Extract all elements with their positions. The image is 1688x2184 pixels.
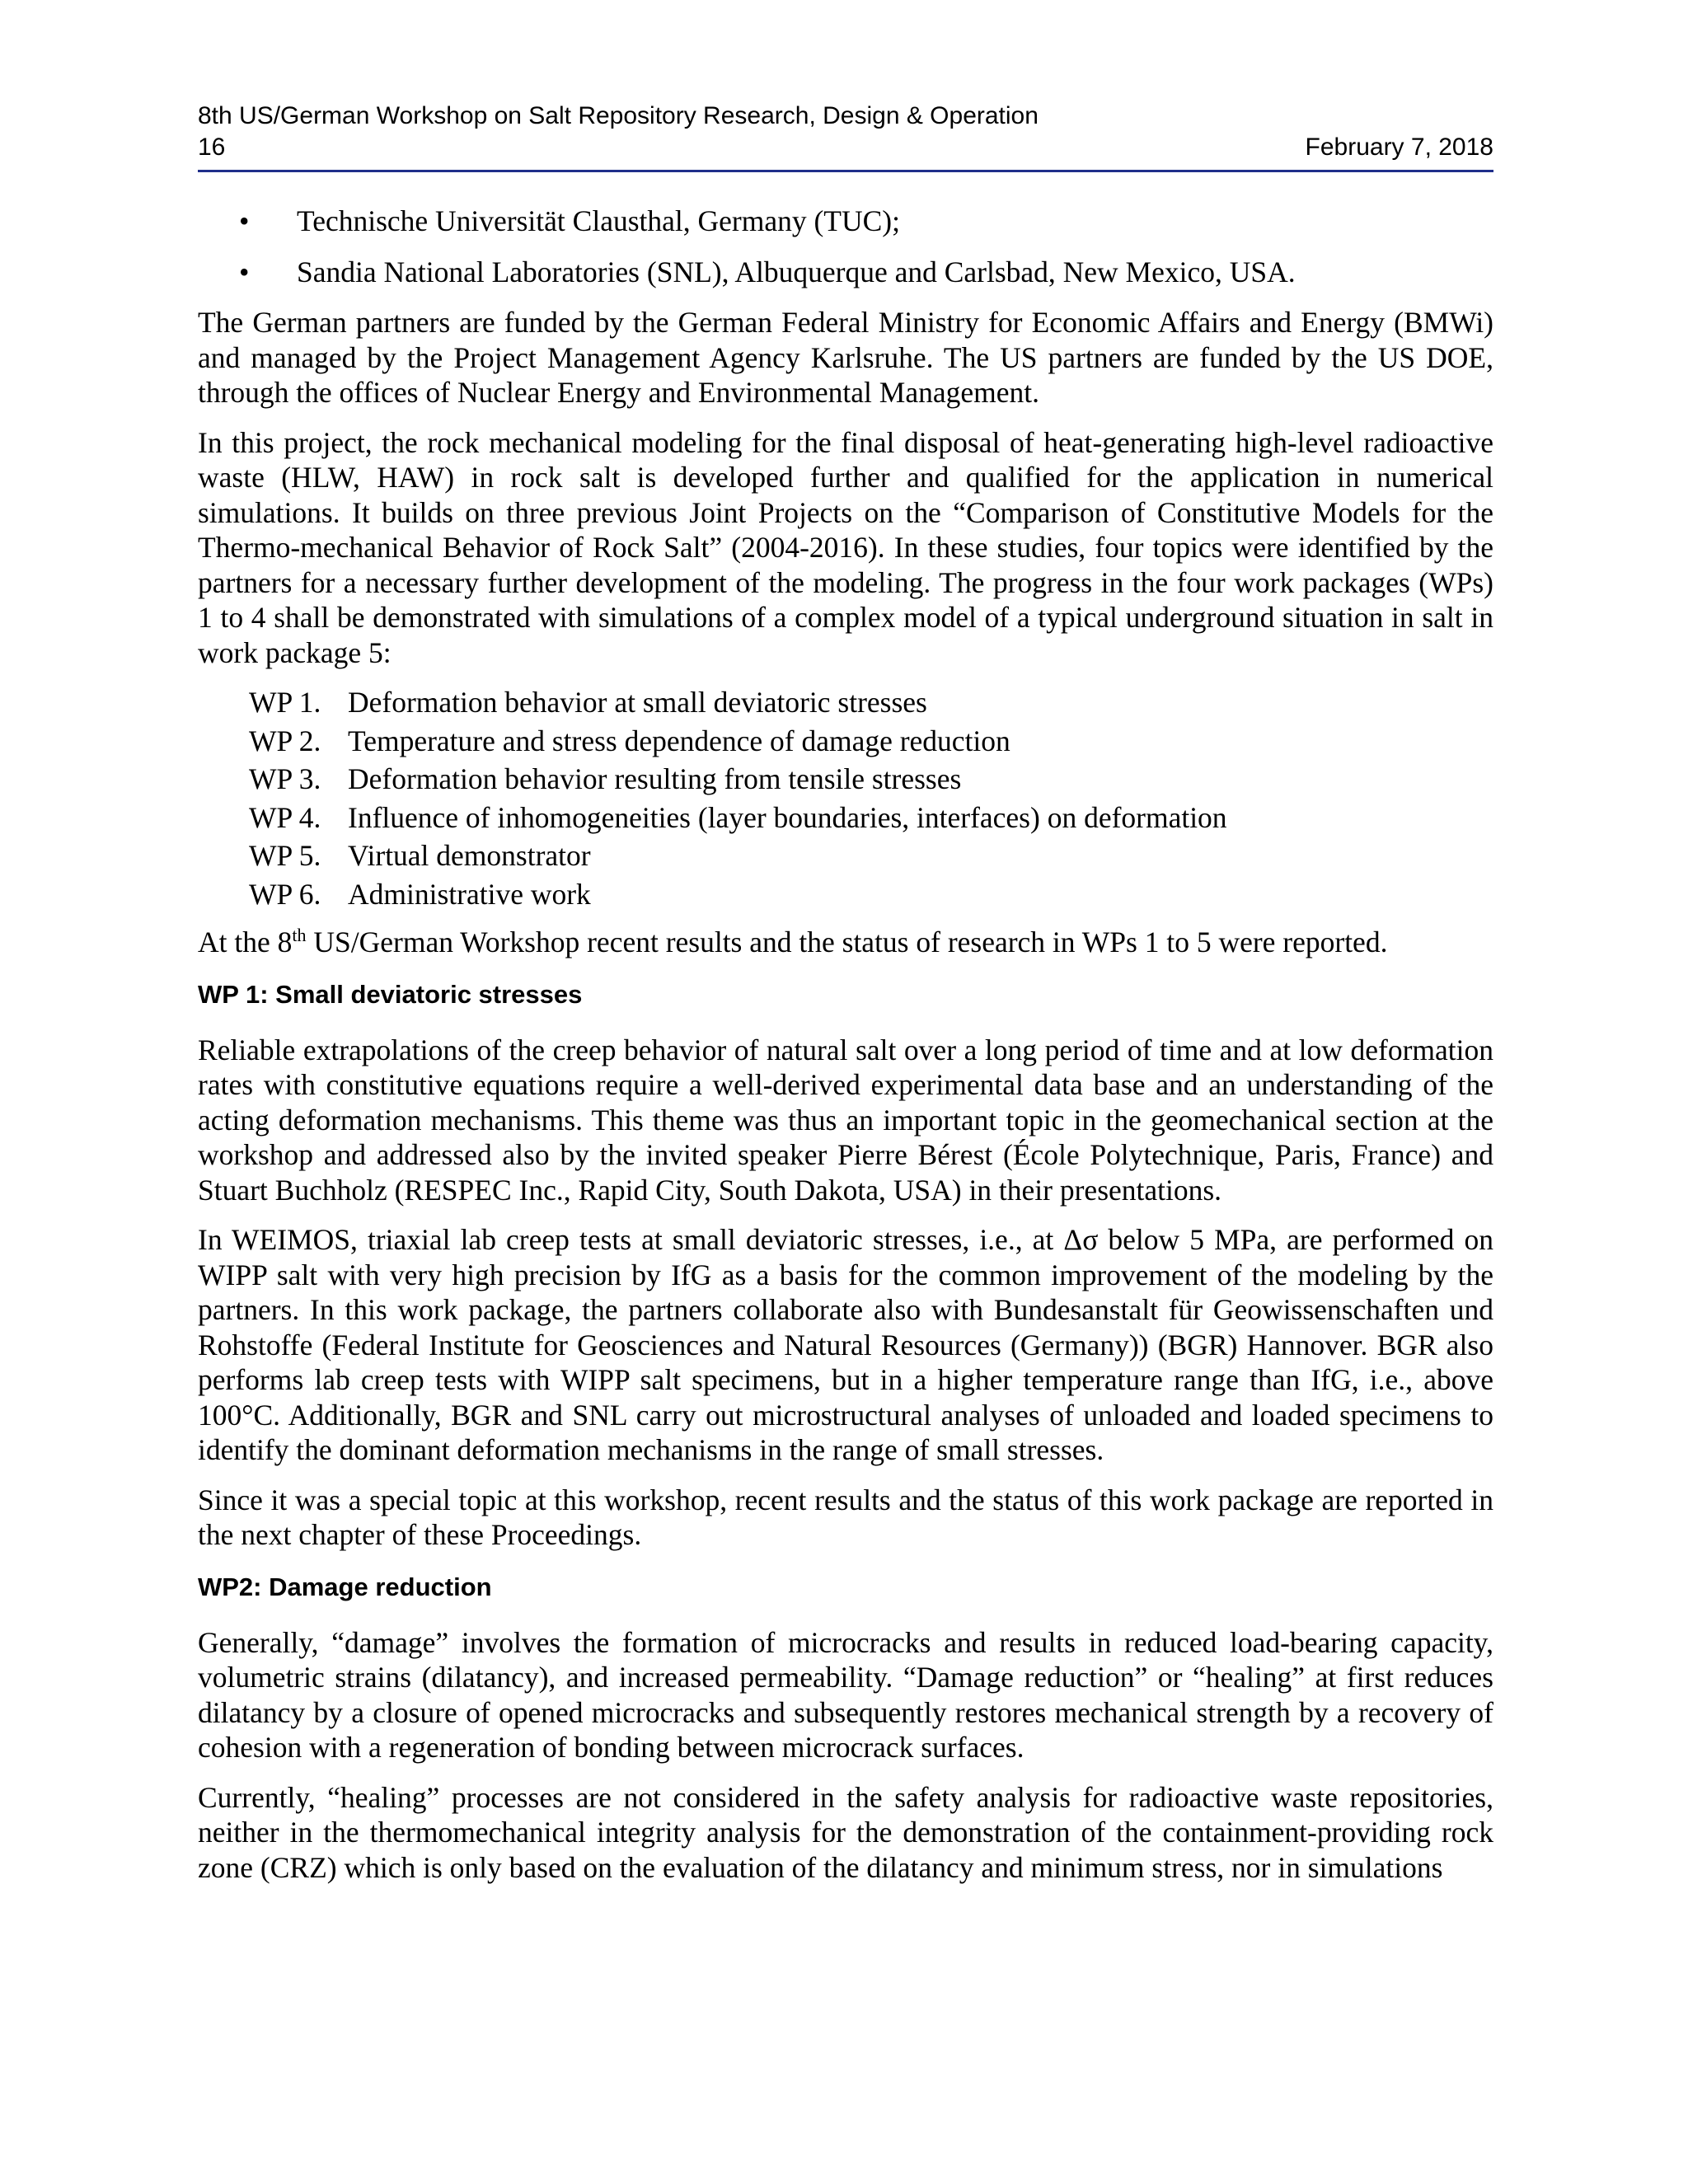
bullet-text: Technische Universität Clausthal, Germany (TUC); xyxy=(297,204,900,237)
work-package-title: Virtual demonstrator xyxy=(348,839,591,872)
funding-paragraph: The German partners are funded by the German Federal Ministry for Economic Affairs and Energy (BMWi) and managed by the Project Management Agency Karlsruhe. The US partners are funded by the US DOE, through the offices of Nuclear Energy and Environmental Management. xyxy=(198,306,1493,409)
work-package-title: Influence of inhomogeneities (layer boundaries, interfaces) on deformation xyxy=(348,800,1227,834)
list-item xyxy=(198,722,1493,761)
bullet-text: Sandia National Laboratories (SNL), Albuquerque and Carlsbad, New Mexico, USA. xyxy=(297,255,1296,288)
header-page-number: 16 xyxy=(198,134,226,161)
workshop-suffix: US/German Workshop recent results and the status of research in WPs 1 to 5 were reported. xyxy=(306,926,1388,958)
header-date: February 7, 2018 xyxy=(1305,134,1493,161)
ordinal-superscript: th xyxy=(292,925,307,946)
work-package-number: WP 6. xyxy=(249,877,321,911)
list-item xyxy=(198,837,1493,875)
bullet-icon: • xyxy=(239,204,250,237)
partner-bullet-list xyxy=(198,204,1493,289)
work-package-number: WP 4. xyxy=(249,800,321,834)
header-rule xyxy=(198,170,1493,172)
list-item xyxy=(198,760,1493,799)
wp2-paragraph-2: Currently, “healing” processes are not considered in the safety analysis for radioactive waste repositories, neither in the thermomechanical integrity analysis for the demonstration of the containment-providing rock zone (CRZ) which is only based on the evaluation of the dilatancy and minimum stress, nor in simulations xyxy=(198,1780,1493,1884)
document-page xyxy=(198,0,1493,1900)
wp2-paragraph-1: Generally, “damage” involves the formation of microcracks and results in reduced load-bearing capacity, volumetric strains (dilatancy), and increased permeability. “Damage reduction” or “healing” at first reduces dilatancy by a closure of opened microcracks and subsequently restores mechanical strength by a recovery of cohesion with a regeneration of bonding between microcrack surfaces. xyxy=(198,1625,1493,1764)
bullet-icon: • xyxy=(239,255,250,288)
work-package-title: Deformation behavior at small deviatoric stresses xyxy=(348,686,927,719)
list-item xyxy=(198,875,1493,914)
list-item xyxy=(198,683,1493,722)
list-item xyxy=(198,204,1493,239)
header-row xyxy=(198,132,1493,163)
list-item xyxy=(198,255,1493,290)
section-heading-wp1: WP 1: Small deviatoric stresses xyxy=(198,979,583,1009)
work-package-title: Administrative work xyxy=(348,877,591,911)
list-item xyxy=(198,799,1493,837)
section-heading-wp2: WP2: Damage reduction xyxy=(198,1572,492,1601)
wp1-paragraph-3: Since it was a special topic at this workshop, recent results and the status of this work package are reported in the next chapter of these Proceedings. xyxy=(198,1483,1493,1551)
work-package-number: WP 3. xyxy=(249,762,321,795)
workshop-prefix: At the 8 xyxy=(198,926,293,958)
work-package-title: Deformation behavior resulting from tensile stresses xyxy=(348,762,962,795)
wp1-paragraph-1: Reliable extrapolations of the creep behavior of natural salt over a long period of time and at low deformation rates with constitutive equations require a well-derived experimental data base and an understanding of the acting deformation mechanisms. This theme was thus an important topic in the geomechanical section at the workshop and addressed also by the invited speaker Pierre Bérest (École Polytechnique, Paris, France) and Stuart Buchholz (RESPEC Inc., Rapid City, South Dakota, USA) in their presentations. xyxy=(198,1033,1493,1207)
project-paragraph: In this project, the rock mechanical modeling for the final disposal of heat-generating high-level radioactive waste (HLW, HAW) in rock salt is developed further and qualified for the application in numerical simulations. It builds on three previous Joint Projects on the “Comparison of Constitutive Models for the Thermo-mechanical Behavior of Rock Salt” (2004-2016). In these studies, four topics were identified by the partners for a necessary further development of the modeling. The progress in the four work packages (WPs) 1 to 4 shall be demonstrated with simulations of a complex model of a typical underground situation in salt in work package 5: xyxy=(198,425,1493,669)
work-package-number: WP 5. xyxy=(249,839,321,872)
work-package-number: WP 2. xyxy=(249,724,321,757)
body-text xyxy=(198,204,1493,1885)
work-package-title: Temperature and stress dependence of damage reduction xyxy=(348,724,1010,757)
workshop-paragraph xyxy=(198,925,1493,960)
running-header xyxy=(198,0,1493,172)
header-title: 8th US/German Workshop on Salt Repository Research, Design & Operation xyxy=(198,102,1039,129)
wp1-paragraph-2: In WEIMOS, triaxial lab creep tests at small deviatoric stresses, i.e., at Δσ below 5 MPa, are performed on WIPP salt with very high precision by IfG as a basis for the common improvement of the modeling by the partners. In this work package, the partners collaborate also with Bundesanstalt für Geowissenschaften und Rohstoffe (Federal Institute for Geosciences and Natural Resources (Germany)) (BGR) Hannover. BGR also performs lab creep tests with WIPP salt specimens, but in a higher temperature range than IfG, i.e., above 100°C. Additionally, BGR and SNL carry out microstructural analyses of unloaded and loaded specimens to identify the dominant deformation mechanisms in the range of small stresses. xyxy=(198,1223,1493,1466)
work-package-list xyxy=(198,683,1493,913)
work-package-number: WP 1. xyxy=(249,686,321,719)
